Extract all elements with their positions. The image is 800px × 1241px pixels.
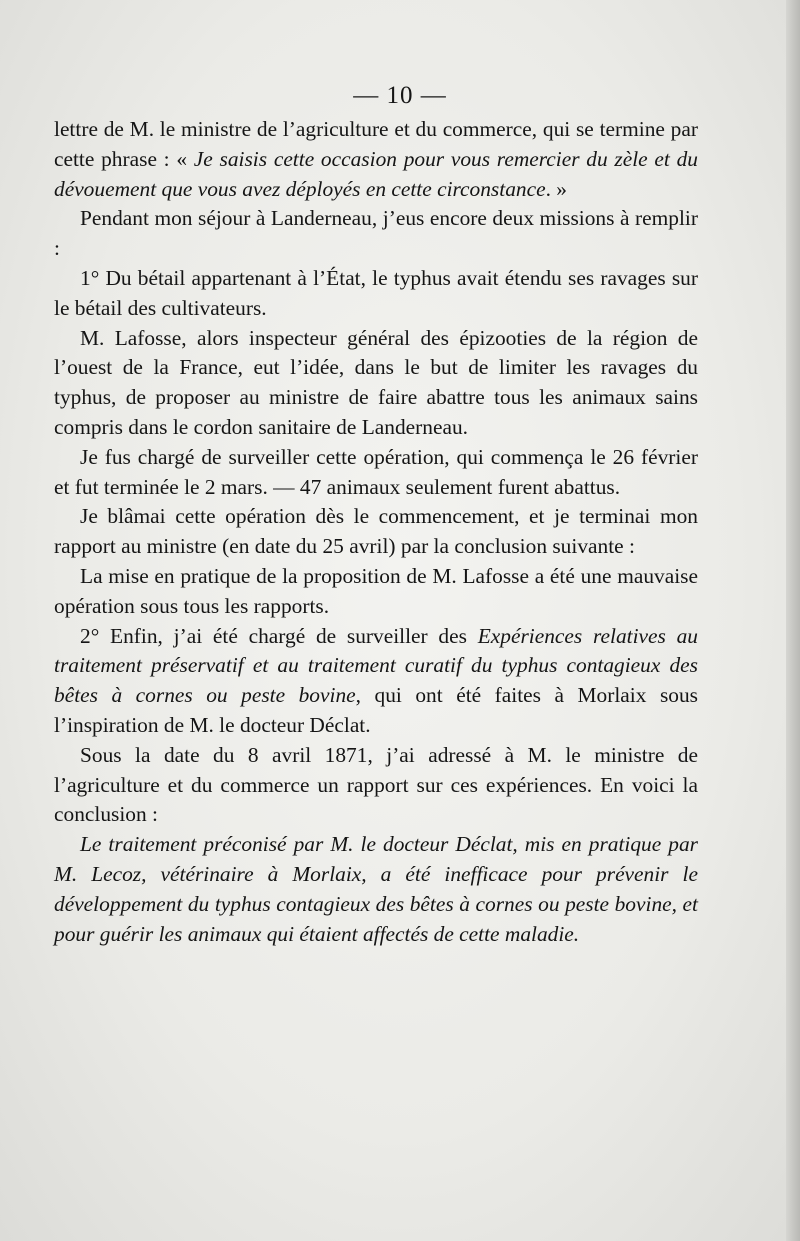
paragraph: [54, 502, 698, 562]
text-run: Sous la date du 8 avril 1871, j’ai adressé à M. le ministre de l’agriculture et du commerce un rapport sur ces expériences. En voici la conclusion :: [54, 742, 698, 827]
text-run: . »: [545, 176, 567, 201]
text-run: 1° Du bétail appartenant à l’État, le typhus avait étendu ses ravages sur le bétail des cultivateurs.: [54, 265, 698, 320]
page-edge-shadow: [786, 0, 800, 1241]
paragraph: [54, 443, 698, 503]
paragraph: [54, 830, 698, 949]
paragraph: [54, 562, 698, 622]
paragraph: [54, 324, 698, 443]
page-number: — 10 —: [353, 82, 447, 109]
text-run: lettre de M. le ministre de l’agriculture et du commerce, qui se termine par cette phrase : «: [54, 117, 698, 171]
page-body-text: [54, 115, 698, 949]
italic-text-run: Je saisis cette occasion pour vous remercier du zèle et du dévouement que vous avez déployés en cette circonstance: [54, 146, 698, 201]
paragraph: [54, 264, 698, 324]
italic-text-run: Expériences relatives au traitement préservatif et au traitement curatif du typhus contagieux des bêtes à cornes ou peste bovine: [54, 623, 699, 708]
text-run: 2° Enfin, j’ai été chargé de surveiller des: [80, 623, 478, 648]
italic-text-run: Le traitement préconisé par M. le docteur Déclat, mis en pratique par M. Lecoz, vétérinaire à Morlaix, a été inefficace pour prévenir le développement du typhus contagieux des bêtes à cornes ou peste bovine, et pour guérir les animaux qui étaient affectés de cette maladie.: [54, 832, 698, 946]
paragraph: [54, 204, 698, 264]
paragraph: [54, 115, 698, 204]
text-run: , qui ont été faites à Morlaix sous l’inspiration de M. le docteur Déclat.: [54, 683, 698, 737]
text-run: M. Lafosse, alors inspecteur général des épizooties de la région de l’ouest de la France, eut l’idée, dans le but de limiter les ravages du typhus, de proposer au ministre de faire abattre tous les animaux sains compris dans le cordon sanitaire de Landerneau.: [54, 325, 698, 439]
paragraph: [54, 741, 698, 830]
text-run: La mise en pratique de la proposition de M. Lafosse a été une mauvaise opération sous tous les rapports.: [54, 563, 698, 618]
text-run: Je fus chargé de surveiller cette opération, qui commença le 26 février et fut terminée le 2 mars. — 47 animaux seulement furent abattus.: [54, 444, 698, 499]
text-run: Je blâmai cette opération dès le commencement, et je terminai mon rapport au ministre (en date du 25 avril) par la conclusion suivante :: [54, 504, 698, 559]
paragraph: [54, 622, 698, 741]
text-run: Pendant mon séjour à Landerneau, j’eus encore deux missions à remplir :: [54, 206, 698, 261]
